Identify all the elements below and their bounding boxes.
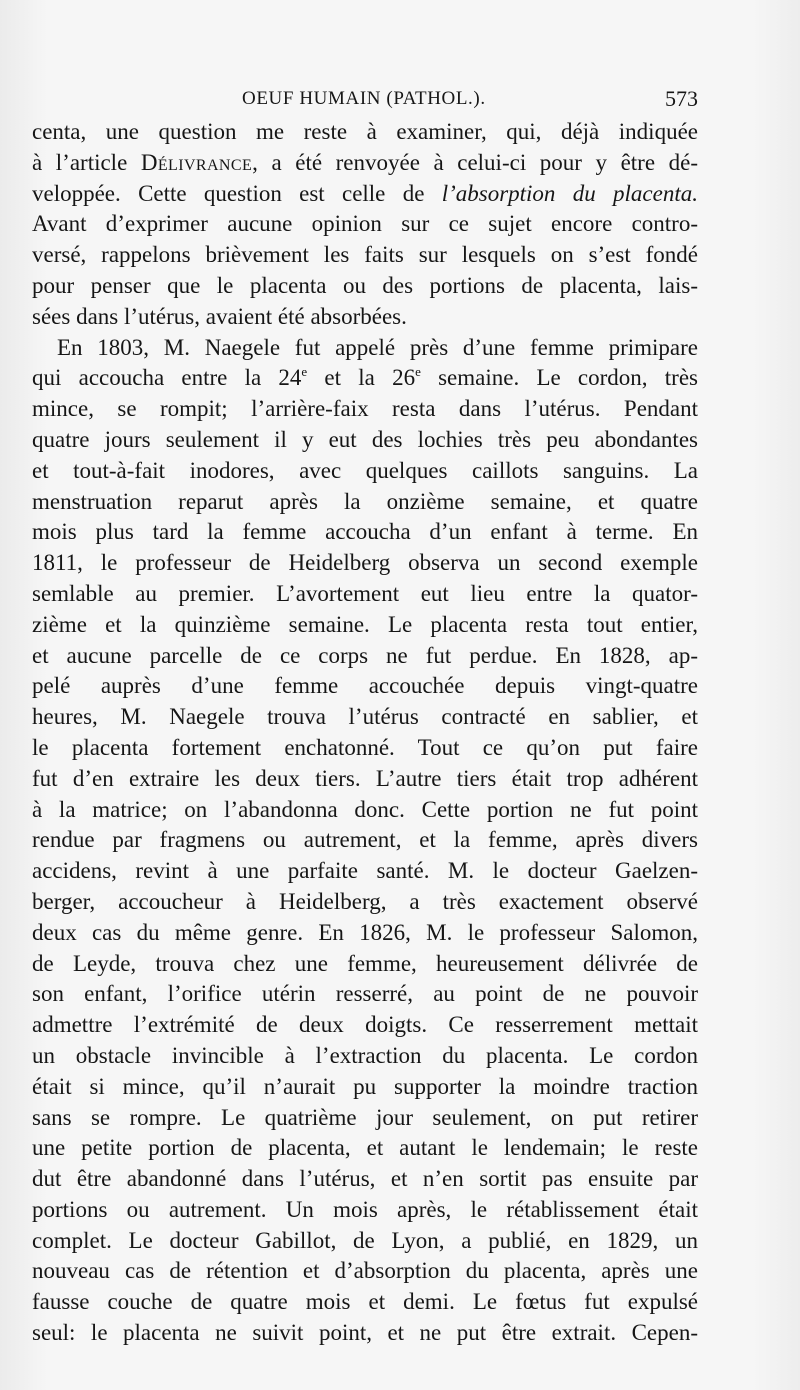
- text-line: [32, 302, 698, 333]
- text-line: [32, 795, 698, 826]
- text-segment: centa, une question me reste à examiner, qui, déjà indiquée: [32, 119, 698, 144]
- text-line: [32, 209, 698, 240]
- text-segment: En 1803, M. Naegele fut appelé près d’une femme primipare: [57, 334, 698, 360]
- text-line: [32, 333, 698, 364]
- text-segment: pelé auprès d’une femme accouchée depuis vingt-quatre: [32, 673, 698, 699]
- text-line: [32, 1164, 698, 1195]
- text-segment: semaine. Le cordon, très: [420, 365, 698, 391]
- text-segment: sées dans l’utérus, avaient été absorbées.: [32, 303, 407, 329]
- text-line: [32, 825, 698, 856]
- text-line: [32, 1103, 698, 1134]
- text-line: [32, 487, 698, 518]
- text-line: [32, 918, 698, 949]
- text-line: [32, 1133, 698, 1164]
- text-segment: et la 26: [307, 365, 416, 391]
- text-segment: mince, se rompit; l’arrière-faix resta dans l’utérus. Pendant: [32, 396, 698, 422]
- text-segment: 1811, le professeur de Heidelberg observa un second exemple: [32, 550, 698, 576]
- text-segment: Avant d’exprimer aucune opinion sur ce sujet encore contro-: [32, 211, 698, 237]
- text-line: [32, 641, 698, 672]
- text-segment: deux cas du même genre. En 1826, M. le professeur Salomon,: [32, 919, 698, 945]
- text-line: [32, 1287, 698, 1318]
- text-segment: et tout-à-fait inodores, avec quelques caillots sanguins. La: [32, 457, 698, 483]
- text-segment: heures, M. Naegele trouva l’utérus contracté en sablier, et: [32, 704, 698, 730]
- text-line: [32, 671, 698, 702]
- text-line: [32, 179, 698, 210]
- text-line: [32, 949, 698, 980]
- text-segment: fausse couche de quatre mois et demi. Le fœtus fut expulsé: [32, 1289, 698, 1315]
- text-segment: portions ou autrement. Un mois après, le rétablissement était: [32, 1196, 698, 1222]
- text-line: [32, 425, 698, 456]
- text-line: [32, 1226, 698, 1257]
- text-line: [32, 517, 698, 548]
- text-segment: quatre jours seulement il y eut des lochies très peu abondantes: [32, 426, 698, 452]
- text-segment: , a été renvoyée à celui-ci pour y être dé-: [252, 149, 698, 175]
- text-segment: Délivrance: [140, 149, 253, 175]
- text-line: [32, 117, 698, 148]
- text-line: [32, 1256, 698, 1287]
- body-text: [32, 117, 698, 1349]
- text-line: [32, 1195, 698, 1226]
- text-line: [32, 1072, 698, 1103]
- text-segment: menstruation reparut après la onzième semaine, et quatre: [32, 488, 698, 514]
- text-line: [32, 363, 698, 394]
- text-segment: nouveau cas de rétention et d’absorption du placenta, après une: [32, 1258, 698, 1284]
- text-line: [32, 1010, 698, 1041]
- text-segment: rendue par fragmens ou autrement, et la femme, après divers: [32, 827, 698, 853]
- text-line: [32, 764, 698, 795]
- text-line: [32, 579, 698, 610]
- text-segment: une petite portion de placenta, et autant le lendemain; le reste: [32, 1135, 698, 1161]
- text-line: [32, 1041, 698, 1072]
- text-line: [32, 610, 698, 641]
- text-segment: était si mince, qu’il n’aurait pu supporter la moindre traction: [32, 1073, 698, 1099]
- text-segment: sans se rompre. Le quatrième jour seulement, on put retirer: [32, 1104, 698, 1130]
- text-segment: et aucune parcelle de ce corps ne fut perdue. En 1828, ap-: [32, 642, 698, 668]
- text-segment: versé, rappelons brièvement les faits sur lesquels on s’est fondé: [32, 242, 698, 268]
- text-segment: un obstacle invincible à l’extraction du placenta. Le cordon: [32, 1042, 698, 1068]
- text-segment: à la matrice; on l’abandonna donc. Cette portion ne fut point: [32, 796, 698, 822]
- text-line: [32, 733, 698, 764]
- text-segment: son enfant, l’orifice utérin resserré, au point de ne pouvoir: [32, 981, 698, 1007]
- text-segment: accidens, revint à une parfaite santé. M. le docteur Gaelzen-: [32, 858, 698, 884]
- text-segment: complet. Le docteur Gabillot, de Lyon, a publié, en 1829, un: [32, 1227, 698, 1253]
- text-segment: berger, accoucheur à Heidelberg, a très exactement observé: [32, 888, 698, 914]
- text-line: [32, 548, 698, 579]
- text-segment: admettre l’extrémité de deux doigts. Ce resserrement mettait: [32, 1012, 698, 1038]
- text-line: [32, 979, 698, 1010]
- text-segment: e: [415, 364, 421, 380]
- text-segment: dut être abandonné dans l’utérus, et n’en sortit pas ensuite par: [32, 1166, 698, 1192]
- text-segment: le placenta fortement enchatonné. Tout ce qu’on put faire: [32, 734, 698, 760]
- text-line: [32, 456, 698, 487]
- text-line: [32, 394, 698, 425]
- text-line: [32, 856, 698, 887]
- text-line: [32, 1318, 698, 1349]
- text-segment: pour penser que le placenta ou des portions de placenta, lais-: [32, 272, 698, 298]
- text-segment: zième et la quinzième semaine. Le placenta resta tout entier,: [32, 611, 698, 637]
- text-segment: mois plus tard la femme accoucha d’un enfant à terme. En: [32, 519, 698, 545]
- text-segment: à l’article: [32, 149, 141, 175]
- text-line: [32, 240, 698, 271]
- text-segment: fut d’en extraire les deux tiers. L’autre tiers était trop adhérent: [32, 765, 698, 791]
- text-segment: e: [301, 364, 308, 380]
- text-segment: l’absorption du placenta.: [441, 180, 698, 206]
- text-line: [32, 887, 698, 918]
- text-line: [32, 702, 698, 733]
- running-head: [32, 88, 698, 118]
- text-segment: semlable au premier. L’avortement eut lieu entre la quator-: [32, 580, 698, 606]
- page-number: 573: [665, 86, 698, 111]
- text-segment: qui accoucha entre la 24: [32, 365, 302, 391]
- text-segment: de Leyde, trouva chez une femme, heureusement délivrée de: [32, 950, 698, 976]
- text-line: [32, 148, 698, 179]
- text-line: [32, 271, 698, 302]
- text-segment: seul: le placenta ne suivit point, et ne put être extrait. Cepen-: [32, 1320, 698, 1346]
- text-segment: veloppée. Cette question est celle de: [32, 180, 442, 206]
- running-head-title: OEUF HUMAIN (PATHOL.).: [242, 88, 486, 109]
